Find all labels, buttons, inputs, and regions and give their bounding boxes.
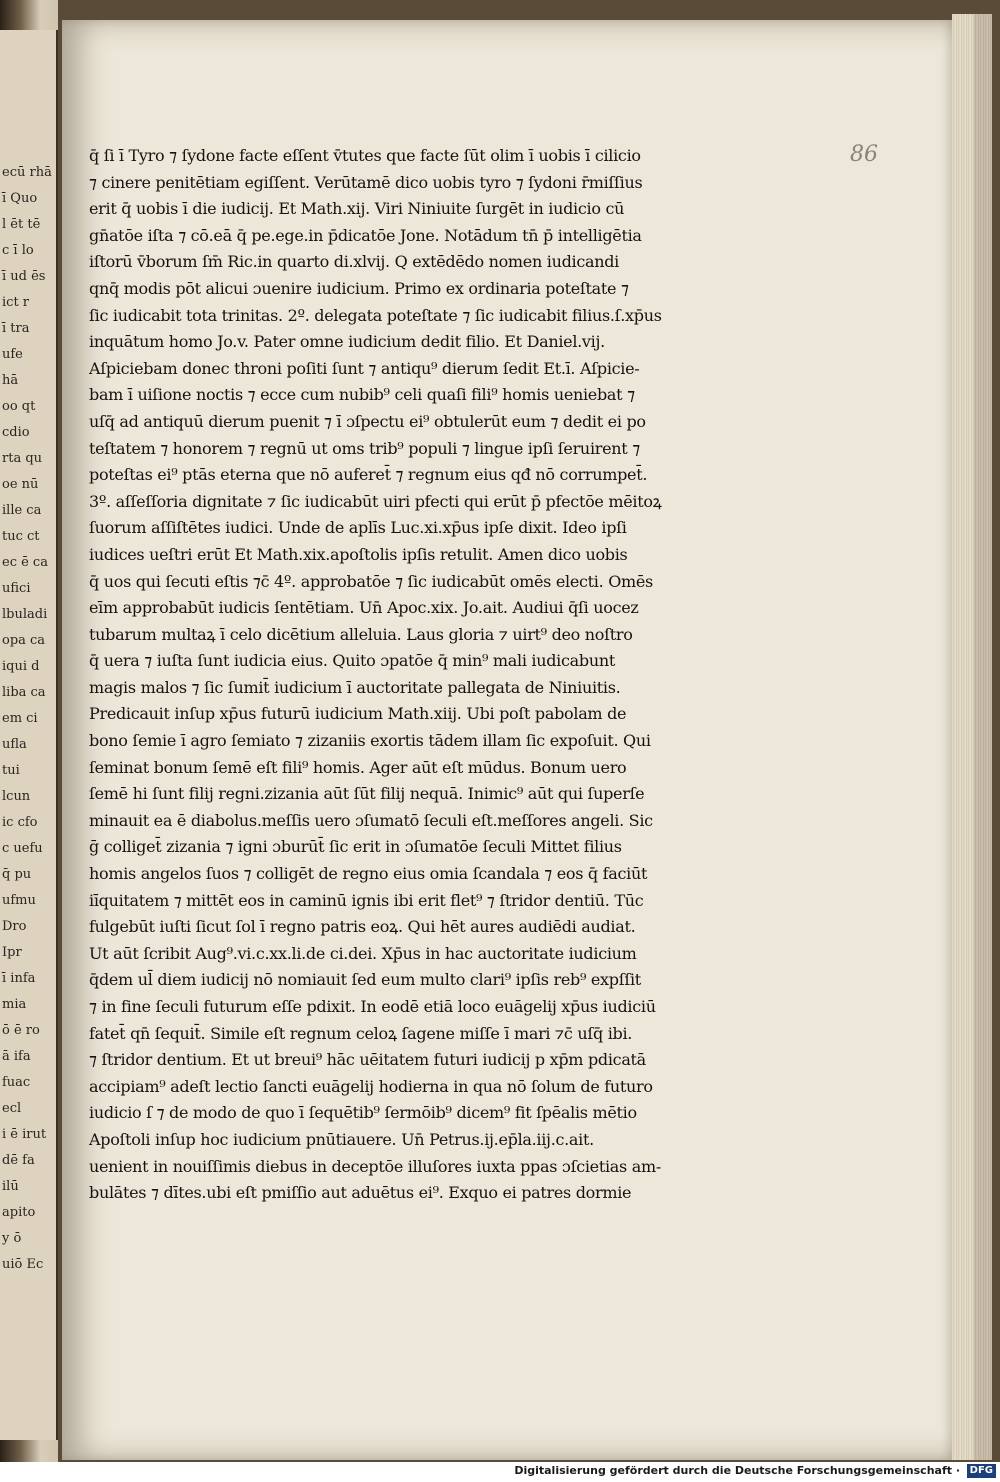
prev-page-fragment: c uefu [2, 841, 43, 856]
prev-page-fragment: y ō [2, 1231, 22, 1246]
main-text-block [89, 143, 749, 1207]
text-line: q̄dem ul̄ diem iudicij nō nomiauit ſed eum multo clari⁹ ipſis reb⁹ expſſit [89, 970, 641, 990]
text-line: uſq̄ ad antiquū dierum puenit ⁊ ī ɔſpectu ei⁹ obtulerūt eum ⁊ dedit ei po [89, 411, 646, 431]
folio-number: 86 [850, 142, 878, 167]
prev-page-fragment: ufici [2, 581, 31, 596]
previous-page-edge [0, 30, 58, 1440]
prev-page-fragment: liba ca [2, 685, 46, 700]
text-line: ⁊ in fine ſeculi futurum eſſe pdixit. In eodē etiā loco euāgelij xp̄us iudiciū [89, 997, 656, 1016]
text-line: ſeminat bonum ſemē eſt fili⁹ homis. Ager aūt eſt mūdus. Bonum uero [89, 757, 627, 777]
text-line: q̄ uos qui ſecuti eſtis ⁊c̄ 4º. approbatōe ⁊ ſic iudicabūt omēs electi. Omēs [89, 571, 653, 591]
page-stack-edge-outer [974, 14, 992, 1460]
text-line: fatet̄ qn̄ ſequit̄. Simile eſt regnum celoꝝ ſagene miſſe ī mari ⁊c̄ uſq̄ ibi. [89, 1023, 633, 1043]
text-line: teſtatem ⁊ honorem ⁊ regnū ut oms trib⁹ populi ⁊ lingue ipſi ſeruirent ⁊ [89, 438, 640, 458]
prev-page-fragment: apito [2, 1205, 36, 1220]
prev-page-fragment: ō ē ro [2, 1023, 40, 1038]
text-line: bulātes ⁊ dītes.ubi eſt pmiſſio aut aduētus ei⁹. Exquo ei patres dormie [89, 1183, 632, 1203]
prev-page-fragment: ic cfo [2, 815, 38, 830]
prev-page-fragment: tuc ct [2, 529, 40, 544]
text-line: eīm approbabūt iudicis ſentētiam. Un̄ Apoc.xix. Jo.ait. Audiui q̄ſi uocez [89, 598, 639, 618]
text-line: magis malos ⁊ ſic ſumit̄ iudicium ī auctoritate pallegata de Niniuitis. [89, 677, 621, 697]
prev-page-fragment: tui [2, 763, 20, 778]
text-line: ſuorum aſſiſtētes iudici. Unde de aplīs Luc.xi.xp̄us ipſe dixit. Ideo ipſi [89, 518, 627, 538]
text-line: minauit ea ē diabolus.meſſis uero ɔſumatō ſeculi eſt.meſſores angeli. Sic [89, 810, 653, 830]
text-line: q̄ uera ⁊ iuſta ſunt iudicia eius. Quito ɔpatōe q̄ min⁹ mali iudicabunt [89, 651, 615, 671]
prev-page-fragment: ī tra [2, 321, 30, 336]
prev-page-fragment: ufe [2, 347, 23, 362]
text-line: gn̄atōe iſta ⁊ cō.eā q̄ pe.ege.in p̄dicatōe Jone. Notādum tn̄ p̄ intelligētia [89, 225, 642, 245]
text-line: homis angelos ſuos ⁊ colligēt de regno eius omia ſcandala ⁊ eos q̄ faciūt [89, 864, 648, 884]
text-line: iīquitatem ⁊ mittēt eos in caminū ignis ibi erit flet⁹ ⁊ ſtridor dentiū. Tūc [89, 890, 644, 910]
prev-page-fragment: ict r [2, 295, 30, 310]
text-line: inquātum homo Jo.v. Pater omne iudicium dedit filio. Et Daniel.vij. [89, 332, 605, 352]
text-line: iudicio ſ ⁊ de modo de quo ī ſequētib⁹ ſermōib⁹ dicem⁹ fit ſpēalis mētio [89, 1103, 637, 1123]
prev-page-fragment: ufmu [2, 893, 36, 908]
prev-page-fragment: hā [2, 373, 19, 388]
text-line: ⁊ cinere penitētiam egiſſent. Verūtamē dico uobis tyro ⁊ ſydoni r̄miſſius [89, 172, 643, 192]
text-line: erit q̄ uobis ī die iudicij. Et Math.xij. Viri Niniuite ſurgēt in iudicio cū [89, 199, 625, 219]
text-line: Ut aūt ſcribit Aug⁹.vi.c.xx.li.de ci.dei. Xp̄us in hac auctoritate iudicium [89, 943, 637, 963]
text-line: poteſtas ei⁹ ptās eterna que nō auferet̄ ⁊ regnum eius qđ nō corrumpet̄. [89, 465, 648, 485]
prev-page-fragment: Dro [2, 919, 27, 934]
prev-page-fragment: ilū [2, 1179, 19, 1194]
prev-page-fragment: q̄ pu [2, 867, 32, 882]
page-stack-edge [952, 14, 974, 1460]
prev-page-fragment: opa ca [2, 633, 46, 648]
text-line: uenient in nouiſſimis diebus in deceptōe illuſores iuxta ppas ɔſcietias am- [89, 1156, 661, 1176]
text-line: Predicauit inſup xp̄us futurū iudicium Math.xiij. Ubi poſt pabolam de [89, 704, 627, 724]
text-line: bono ſemie ī agro ſemiato ⁊ zizaniis exortis tādem illam ſic expoſuit. Qui [89, 731, 651, 751]
prev-page-fragment: cdio [2, 425, 30, 440]
footer-credit: Digitalisierung gefördert durch die Deutsche Forschungsgemeinschaft · [514, 1464, 960, 1477]
dfg-logo: DFG [967, 1464, 996, 1478]
prev-page-fragment: fuac [2, 1075, 31, 1090]
prev-page-fragment: ecū rhā [2, 165, 52, 180]
prev-page-fragment: em ci [2, 711, 38, 726]
prev-page-fragment: i ē irut [2, 1127, 47, 1142]
prev-page-fragment: ecl [2, 1101, 22, 1116]
text-line: q̄ ſi ī Tyro ⁊ ſydone facte eſſent v̄tutes que facte ſūt olim ī uobis ī cilicio [89, 146, 641, 165]
prev-page-fragment: oe nū [2, 477, 39, 492]
prev-page-fragment: uiō Ec [2, 1257, 44, 1272]
text-line: Apoſtoli inſup hoc iudicium pnūtiauere. Un̄ Petrus.ij.ep̄la.iij.c.ait. [89, 1129, 594, 1149]
text-line: tubarum multaꝝ ī celo dicētium alleluia. Laus gloria ⁊ uirt⁹ deo noſtro [89, 624, 633, 644]
prev-page-fragment: Ipr [2, 945, 22, 960]
prev-page-fragment: ī Quo [2, 191, 38, 206]
prev-page-fragment: dē fa [2, 1153, 35, 1168]
prev-page-fragment: lbuladi [2, 607, 48, 622]
prev-page-fragment: lcun [2, 789, 31, 804]
text-line: ⁊ ſtridor dentium. Et ut breui⁹ hāc uēitatem futuri iudicij p xp̄m pdicatā [89, 1050, 646, 1070]
text-line: ſemē hi ſunt filij regni.zizania aūt ſūt filij nequā. Inimic⁹ aūt qui ſuperſe [89, 784, 645, 804]
prev-page-fragment: ec ē ca [2, 555, 48, 570]
prev-page-fragment: ā ifa [2, 1049, 31, 1064]
text-line: accipiam⁹ adeſt lectio ſancti euāgelij hodierna in qua nō ſolum de futuro [89, 1076, 653, 1096]
prev-page-fragment: c ī lo [2, 243, 34, 258]
prev-page-fragment: oo qt [2, 399, 36, 414]
text-line: iudices ueſtri erūt Et Math.xix.apoſtolis ipſis retulit. Amen dico uobis [89, 544, 628, 564]
prev-page-fragment: ufla [2, 737, 27, 752]
text-line: qnq̄ modis pōt alicui ɔuenire iudicium. Primo ex ordinaria poteſtate ⁊ [89, 278, 629, 298]
text-line: bam ī uiſione noctis ⁊ ecce cum nubib⁹ celi quaſi fili⁹ homis ueniebat ⁊ [89, 385, 635, 405]
prev-page-fragment: ille ca [2, 503, 42, 518]
prev-page-fragment: ī infa [2, 971, 36, 986]
prev-page-fragment: l ēt tē [2, 217, 41, 232]
prev-page-fragment: iqui d [2, 659, 40, 674]
text-line: ſic iudicabit tota trinitas. 2º. delegata poteſtate ⁊ ſic iudicabit filius.ſ.xp̄us [89, 305, 662, 325]
text-line: fulgebūt iuſti ſicut ſol ī regno patris eoꝝ. Qui hēt aures audiēdi audiat. [89, 917, 636, 937]
text-line: ḡ colliget̄ zizania ⁊ igni ɔburūt̄ ſic erit in ɔſumatōe ſeculi Mittet filius [89, 837, 622, 857]
prev-page-fragment: mia [2, 997, 27, 1012]
prev-page-fragment: ī ud ēs [2, 269, 46, 284]
prev-page-fragment: rta qu [2, 451, 43, 466]
text-line: Aſpiciebam donec throni poſiti ſunt ⁊ antiqu⁹ dierum ſedit Et.ī. Aſpicie- [89, 358, 640, 378]
text-line: 3º. aſſeſſoria dignitate ⁊ ſic iudicabūt uiri pfecti qui erūt p̄ pfectōe mēitoꝝ [89, 491, 662, 511]
text-line: iſtorū v̄borum ſm̄ Ric.in quarto di.xlvij. Q extēdēdo nomen iudicandi [89, 252, 620, 272]
